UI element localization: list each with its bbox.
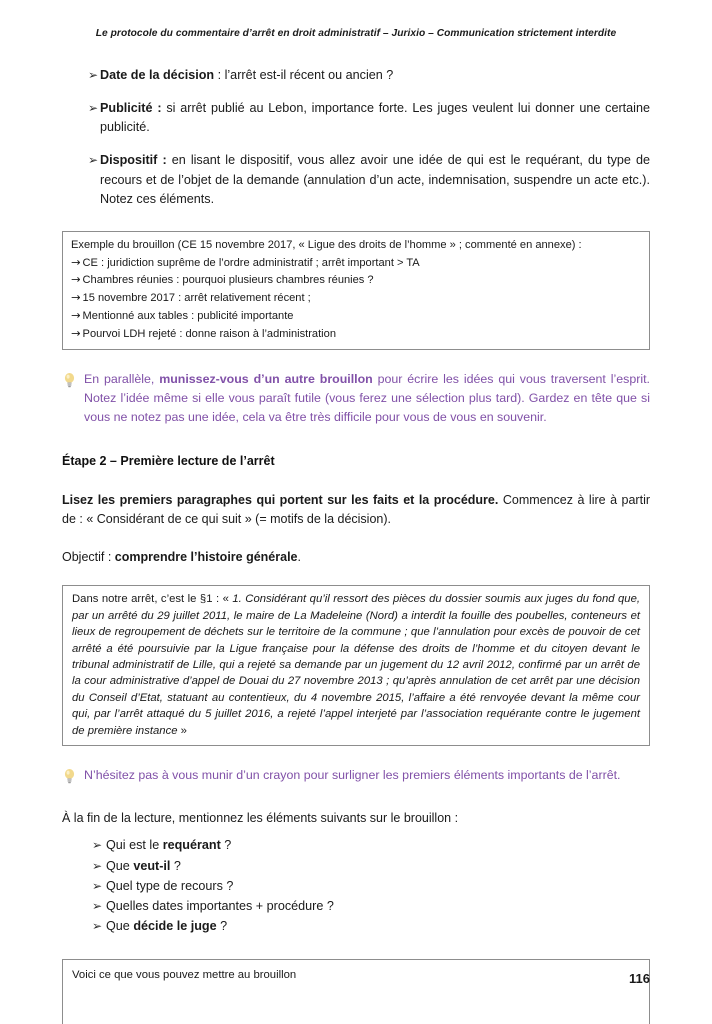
tip-text-bold: munissez-vous d’un autre brouillon bbox=[159, 372, 373, 387]
question-pre: Qui est le bbox=[106, 838, 163, 853]
list-item bbox=[62, 151, 650, 208]
question-pre: Que bbox=[106, 858, 134, 873]
criteria-label: Date de la décision bbox=[100, 68, 215, 82]
example-draft-box bbox=[62, 231, 650, 351]
objective-end: . bbox=[297, 549, 301, 564]
arrow-bullet-icon: ➢ bbox=[92, 838, 103, 853]
example-box-title: Exemple du brouillon (CE 15 novembre 2017, « Ligue des droits de l’homme » ; commenté en annexe) : bbox=[71, 238, 582, 251]
closing-intro: À la fin de la lecture, mentionnez les éléments suivants sur le brouillon : bbox=[62, 811, 459, 826]
tip-text-part2: pour écrire les idées qui vous traversent l’esprit. Notez l’idée même si elle vous paraît futile (vous ferez une sélection plus tard). Gardez en tête que si vous ne notez pas une idée, cela va être très difficile pour vous de vous en souvenir. bbox=[84, 372, 650, 424]
quote-italic-text: 1. Considérant qu’il ressort des pièces du dossier soumis aux juges du fond que, par un arrêté du 29 juillet 2011, le maire de La Madeleine (Nord) a interdit la fouille des poubelles, conteneurs et lieux de regroupement de déchets sur le territoire de la commune ; que l’annulation pour excès de pouvoir de cet arrêté a été poursuivie par la Ligue française pour la défense des droits de l’homme et du citoyen devant le tribunal administratif de Lille, qui a rejeté sa demande par un jugement du 12 avril 2012, confirmé par un arrêt de la cour administrative d’appel de Douai du 27 novembre 2013 ; qu’après annulation de cet arrêt par une décision du Conseil d’Etat, statuant au contentieux, du 4 novembre 2015, l’affaire a été renvoyée devant la même cour qui, par l’arrêt attaqué du 5 juillet 2016, a rejeté l’appel interjeté par l’association requérante contre le jugement de première instance bbox=[72, 593, 641, 737]
instruction-bold: Lisez les premiers paragraphes qui portent sur les faits et la procédure. bbox=[62, 492, 499, 507]
question-pre: Quelles dates importantes + procédure ? bbox=[106, 898, 334, 913]
example-box-row bbox=[71, 325, 641, 343]
example-box-row bbox=[71, 289, 641, 307]
arrow-right-icon: → bbox=[71, 254, 81, 269]
question-bold: requérant bbox=[162, 838, 221, 853]
question-pre: Que bbox=[106, 918, 134, 933]
page-number: 116 bbox=[629, 971, 650, 986]
example-box-row bbox=[71, 307, 641, 325]
question-pre: Quel type de recours ? bbox=[106, 878, 234, 893]
tip-parallel-draft bbox=[62, 370, 650, 426]
example-box-row-text: Pourvoi LDH rejeté : donne raison à l’administration bbox=[82, 327, 336, 340]
list-item bbox=[62, 836, 650, 855]
step-two-heading: Étape 2 – Première lecture de l’arrêt bbox=[62, 454, 275, 469]
arrow-bullet-icon: ➢ bbox=[88, 68, 99, 82]
quote-body bbox=[72, 591, 640, 739]
page-header: Le protocole du commentaire d’arrêt en droit administratif – Jurixio – Communication strictement interdite bbox=[95, 28, 617, 39]
arrow-bullet-icon: ➢ bbox=[88, 153, 99, 168]
criteria-text: : l’arrêt est-il récent ou ancien ? bbox=[214, 68, 394, 82]
arrow-right-icon: → bbox=[71, 307, 81, 322]
list-item bbox=[62, 877, 650, 896]
arrow-right-icon: → bbox=[71, 272, 81, 287]
criteria-label: Publicité : bbox=[100, 101, 162, 116]
criteria-label: Dispositif : bbox=[100, 153, 167, 168]
tip-pencil-highlight bbox=[62, 766, 650, 785]
arrow-bullet-icon: ➢ bbox=[92, 898, 103, 913]
list-item bbox=[62, 66, 650, 85]
example-box-row-text: Chambres réunies : pourquoi plusieurs chambres réunies ? bbox=[82, 274, 374, 287]
instruction-rest: Commencez à lire à partir de : « Considérant de ce qui suit » (= motifs de la décision). bbox=[62, 492, 651, 527]
question-post: ? bbox=[216, 918, 228, 933]
question-post: ? bbox=[170, 858, 181, 873]
page-content bbox=[62, 66, 650, 1024]
example-box-row bbox=[71, 271, 641, 289]
closing-questions-list bbox=[62, 836, 650, 936]
arrow-bullet-icon: ➢ bbox=[88, 101, 99, 116]
arrow-right-icon: → bbox=[71, 325, 81, 340]
question-bold: décide le juge bbox=[133, 918, 217, 933]
draft-hint-text: Voici ce que vous pouvez mettre au brouillon bbox=[72, 969, 297, 982]
objective-bold: comprendre l’histoire générale bbox=[114, 549, 298, 564]
tip-text: N’hésitez pas à vous munir d’un crayon pour surligner les premiers éléments importants de l’arrêt. bbox=[84, 768, 621, 783]
list-item bbox=[62, 917, 650, 936]
draft-hint-box bbox=[62, 959, 650, 1024]
example-box-row-text: CE : juridiction suprême de l’ordre administratif ; arrêt important > TA bbox=[82, 256, 420, 269]
arrow-bullet-icon: ➢ bbox=[92, 918, 103, 933]
arrow-right-icon: → bbox=[71, 290, 81, 305]
criteria-text: si arrêt publié au Lebon, importance forte. Les juges veulent lui donner une certaine publicité. bbox=[100, 101, 650, 135]
question-post: ? bbox=[220, 838, 232, 853]
example-box-row bbox=[71, 254, 641, 272]
list-item bbox=[62, 99, 650, 137]
criteria-text: en lisant le dispositif, vous allez avoir une idée de qui est le requérant, du type de recours et de l’objet de la demande (annulation d’un acte, indemnisation, suspendre un acte etc.). Notez ces éléments. bbox=[100, 153, 650, 206]
lightbulb-icon bbox=[63, 372, 76, 388]
objective-label: Objectif : bbox=[62, 549, 115, 564]
tip-text-part1: En parallèle, bbox=[84, 372, 160, 387]
step-two-instruction bbox=[62, 491, 650, 530]
arrow-bullet-icon: ➢ bbox=[92, 878, 103, 893]
arret-quote-box bbox=[62, 585, 650, 746]
question-bold: veut-il bbox=[133, 858, 171, 873]
quote-intro: Dans notre arrêt, c’est le §1 : « bbox=[72, 593, 233, 606]
list-item bbox=[62, 857, 650, 876]
list-item bbox=[62, 897, 650, 916]
example-box-row-text: Mentionné aux tables : publicité importante bbox=[82, 309, 294, 322]
step-two-objective bbox=[62, 548, 650, 567]
quote-closing: » bbox=[177, 724, 187, 737]
example-box-row-text: 15 novembre 2017 : arrêt relativement récent ; bbox=[82, 292, 311, 305]
arrow-bullet-icon: ➢ bbox=[92, 858, 103, 873]
lightbulb-icon bbox=[63, 768, 76, 784]
criteria-list bbox=[62, 66, 650, 209]
